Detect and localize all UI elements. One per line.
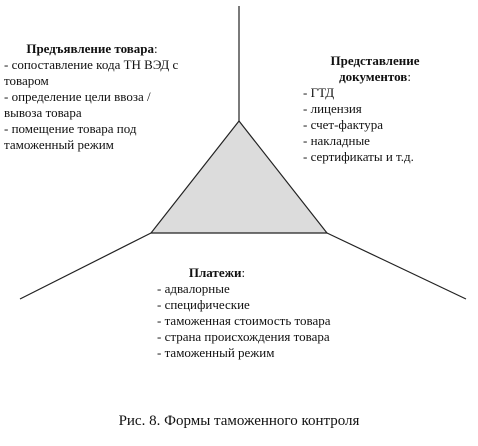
presentation-of-goods-heading <box>4 41 180 57</box>
list-item: - лицензия <box>303 101 362 116</box>
list-item: - счет-фактура <box>303 117 384 132</box>
list-item: - сопоставление кода ТН ВЭД с товаром <box>4 57 179 88</box>
divider-left <box>20 233 151 299</box>
payments-list <box>157 281 337 361</box>
documents-block <box>300 53 470 165</box>
list-item: - таможенная стоимость товара <box>157 313 331 328</box>
list-item: - страна происхождения товара <box>157 329 330 344</box>
presentation-of-goods-list <box>4 57 180 153</box>
heading-text: Представление <box>330 53 420 68</box>
list-item: - адвалорные <box>157 281 230 296</box>
list-item: - ГТД <box>303 85 335 100</box>
payments-heading <box>157 265 277 281</box>
list-item: - помещение товара под таможенный режим <box>4 121 137 152</box>
divider-right <box>327 233 466 299</box>
heading-text: Предъявление товара <box>26 41 155 56</box>
list-item: - таможенный режим <box>157 345 275 360</box>
documents-heading-line2 <box>300 69 450 85</box>
documents-list <box>303 85 470 165</box>
figure-caption: Рис. 8. Формы таможенного контроля <box>118 413 360 429</box>
heading-colon: : <box>241 265 246 280</box>
list-item: - специфические <box>157 297 250 312</box>
presentation-of-goods-block <box>4 41 180 153</box>
list-item: - сертификаты и т.д. <box>303 149 414 164</box>
documents-heading-line1 <box>300 53 450 69</box>
heading-colon: : <box>154 41 158 56</box>
heading-colon: : <box>407 69 411 84</box>
list-item: - определение цели ввоза / вывоза товара <box>4 89 151 120</box>
payments-block <box>157 265 337 361</box>
list-item: - накладные <box>303 133 370 148</box>
heading-text: документов <box>339 69 408 84</box>
heading-text: Платежи <box>188 265 242 280</box>
